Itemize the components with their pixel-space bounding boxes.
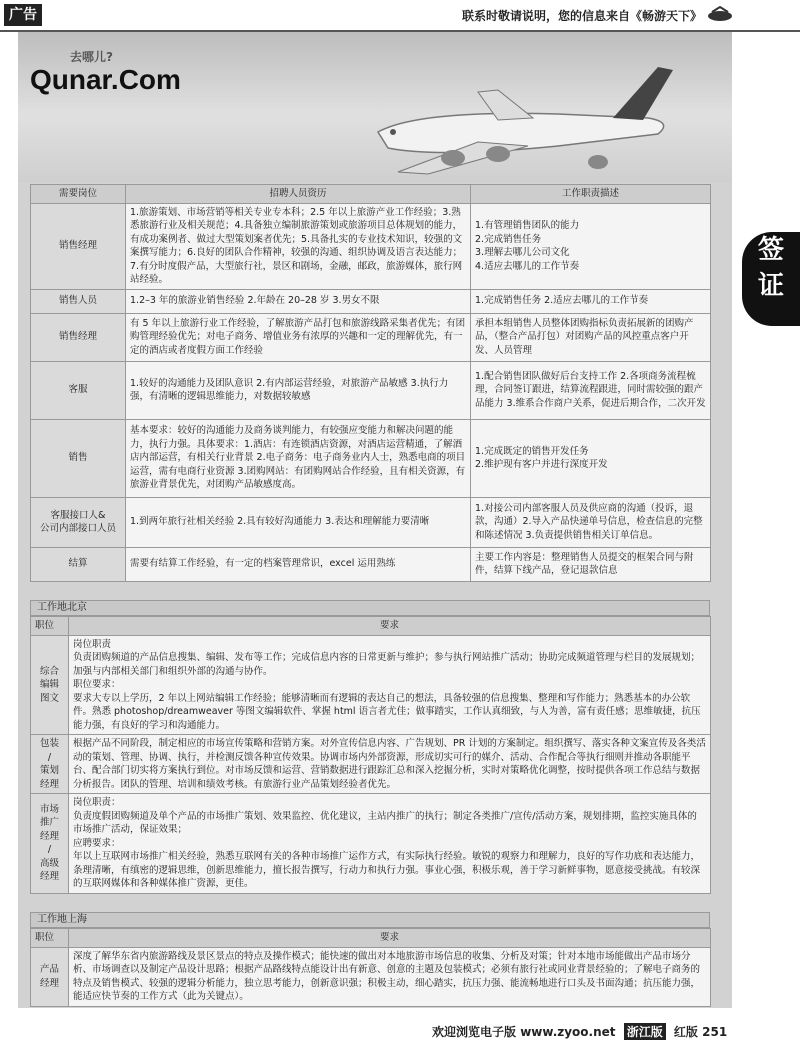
job-requirements: 1.较好的沟通能力及团队意识 2.有内部运营经验，对旅游产品敏感 3.执行力强，有清晰的逻辑思维能力，对数据较敏感 <box>126 361 471 419</box>
footer-welcome: 欢迎浏览电子版 <box>432 1025 517 1039</box>
table-row <box>31 203 711 289</box>
col-header: 需要岗位 <box>31 185 126 204</box>
col-header: 招聘人员资历 <box>126 185 471 204</box>
table-row <box>31 419 711 497</box>
job-requirements: 1.旅游策划、市场营销等相关专业专本科；2.5 年以上旅游产业工作经验；3.熟悉旅游行业及相关规范；4.具备独立编制旅游策划或旅游项目总体规划的能力，有成功案例者、做过大型策划案者优先；5.具备扎实的专业技术知识，较强的文案撰写能力；6.良好的团队合作精神，较强的沟通、组织协调及语言表达能力；7.有分时度假产品，大型旅行社，景区和剧场，金融，邮政，旅游媒体，旅行网站经验。 <box>126 203 471 289</box>
job-duties: 1.配合销售团队做好后台支持工作 2.各项商务流程梳理，合同签订跟进，结算流程跟进，同时需较强的跟产品能力 3.维系合作商户关系，促进后期合作，二次开发 <box>471 361 711 419</box>
col-header: 工作职责描述 <box>471 185 711 204</box>
job-title: 销售 <box>31 419 126 497</box>
table-row <box>31 497 711 547</box>
ad-banner <box>18 32 732 182</box>
job-requirements: 根据产品不同阶段，制定相应的市场宣传策略和营销方案。对外宣传信息内容、广告规划、PR 计划的方案制定。组织撰写、落实各种文案宣传及各类活动的策划、管理、协调、执行，并检测反馈各种宣传效果。协调市场内外部资源，形成切实可行的媒介、活动、合作配合等执行细则并推动各职能平台、配合部门切实将方案执行到位。对市场反馈和运营、营销数据进行跟踪汇总和深入挖掘分析，实时对策略优化调整，按时提供各项工作总结与数据分析报告。团队的管理、培训和绩效考核。有旅游行业产品策划经验者优先。 <box>69 735 711 794</box>
col-header: 职位 <box>31 617 69 636</box>
airplane-image <box>358 62 688 182</box>
sales-jobs-table <box>30 184 711 582</box>
job-title: 客服接口人& 公司内部接口人员 <box>31 497 126 547</box>
top-bar <box>0 0 800 32</box>
source-notice: 联系时敬请说明，您的信息来自《畅游天下》 <box>461 9 702 23</box>
job-title: 产品 经理 <box>31 947 69 1006</box>
job-title: 销售经理 <box>31 313 126 361</box>
job-duties: 1.完成既定的销售开发任务 2.维护现有客户并进行深度开发 <box>471 419 711 497</box>
col-header: 要求 <box>69 617 711 636</box>
color-edition: 红版 <box>673 1025 698 1039</box>
job-requirements: 1.到两年旅行社相关经验 2.具有较好沟通能力 3.表达和理解能力要清晰 <box>126 497 471 547</box>
ad-tag: 广告 <box>4 4 42 26</box>
beijing-jobs-table <box>30 616 711 894</box>
table-header-row <box>31 617 711 636</box>
edition-badge: 浙江版 <box>624 1023 666 1040</box>
job-title: 市场 推广 经理 / 高级 经理 <box>31 794 69 894</box>
job-requirements: 岗位职责 负责团购频道的产品信息搜集、编辑、发布等工作；完成信息内容的日常更新与维护；参与执行网站推广活动；协助完成频道管理与栏目的发展规划；加强与内部相关部门和组织外部的沟通与协作。 职位要求： 要求大专以上学历，2 年以上网站编辑工作经验；能够清晰而有逻辑的表达自己的想法，具备较强的信息搜集、整理和写作能力；熟悉基本的办公软件。熟悉 photoshop/dreamweaver 等图文编辑软件、掌握 html 语言者尤佳；做事踏实，工作认真细致，与人为善，富有责任感；思维敏捷，抗压能力强，有良好的学习和沟通能力。 <box>69 635 711 735</box>
table-row <box>31 289 711 313</box>
job-duties: 1.完成销售任务 2.适应去哪儿的工作节奏 <box>471 289 711 313</box>
job-duties: 1.有管理销售团队的能力 2.完成销售任务 3.理解去哪儿公司文化 4.适应去哪儿的工作节奏 <box>471 203 711 289</box>
beijing-section <box>30 600 710 894</box>
shanghai-section <box>30 912 710 1007</box>
visa-side-tab: 签 证 <box>742 232 800 326</box>
col-header: 职位 <box>31 929 69 948</box>
job-duties: 1.对接公司内部客服人员及供应商的沟通（投诉，退款，沟通）2.导入产品快递单号信息，检查信息的完整和陈述情况 3.负责提供销售相关订单信息。 <box>471 497 711 547</box>
job-requirements: 1.2–3 年的旅游业销售经验 2.年龄在 20–28 岁 3.男女不限 <box>126 289 471 313</box>
table-row <box>31 947 711 1006</box>
table-header-row <box>31 929 711 948</box>
job-requirements: 有 5 年以上旅游行业工作经验，了解旅游产品打包和旅游线路采集者优先；有团购管理经验优先；对电子商务、增值业务有浓厚的兴趣和一定的理解优先，有一定的酒店或者度假方面工作经验 <box>126 313 471 361</box>
footer-site-link[interactable]: www.zyoo.net <box>520 1025 616 1039</box>
job-title: 销售经理 <box>31 203 126 289</box>
job-requirements: 基本要求：较好的沟通能力及商务谈判能力，有较强应变能力和解决问题的能力，执行力强。具体要求：1.酒店：有连锁酒店资源，对酒店运营精通，了解酒店内部运营，有相关行业背景 2.电子商务：电子商务业内人士，熟悉电商的项目运营，需有电商行业资源 3.团购网站：有团购网站合作经验，且有相关资源，有旅游业背景优先，对团购产品敏感度高。 <box>126 419 471 497</box>
job-duties: 承担本组销售人员整体团购指标负责拓展新的团购产品，（整合产品打包）对团购产品的风控重点客户开发、人员管理 <box>471 313 711 361</box>
job-title: 包装 / 策划 经理 <box>31 735 69 794</box>
table-header-row <box>31 185 711 204</box>
table-row <box>31 735 711 794</box>
table-row <box>31 313 711 361</box>
job-title: 综合 编辑 图文 <box>31 635 69 735</box>
qunar-logo[interactable]: 去哪儿? Qunar.Com <box>30 50 181 95</box>
job-duties: 主要工作内容是：整理销售人员提交的框架合同与附件，结算下线产品，登记退款信息 <box>471 547 711 581</box>
job-title: 销售人员 <box>31 289 126 313</box>
job-requirements: 岗位职责： 负责度假团购频道及单个产品的市场推广策划、效果监控、优化建议，主站内推广的执行；制定各类推广/宣传/活动方案，规划排期，监控实施具体的市场推广活动，保证效果； 应聘要求： 年以上互联网市场推广相关经验，熟悉互联网有关的各种市场推广运作方式，有实际执行经验。敏锐的观察力和理解力，良好的写作功底和表达能力，条理清晰，有缜密的逻辑思维，创新思维能力，擅长报告撰写，行动力和执行力强。事业心强，积极乐观，善于学习新鲜事物，愿意接受挑战。有较深的互联网媒体和各种媒体推广资源，更佳。 <box>69 794 711 894</box>
table-row <box>31 547 711 581</box>
col-header: 要求 <box>69 929 711 948</box>
magazine-logo-icon <box>706 6 734 24</box>
table-row <box>31 794 711 894</box>
page-number: 251 <box>702 1025 728 1039</box>
job-title: 客服 <box>31 361 126 419</box>
table-row <box>31 635 711 735</box>
section-title: 工作地北京 <box>30 600 710 616</box>
job-requirements: 需要有结算工作经验，有一定的档案管理常识，excel 运用熟练 <box>126 547 471 581</box>
section-title: 工作地上海 <box>30 912 710 928</box>
job-requirements: 深度了解华东省内旅游路线及景区景点的特点及操作模式；能快速的做出对本地旅游市场信息的收集、分析及对策；针对本地市场能做出产品市场分析、市场调查以及制定产品设计思路；根据产品路线特点能设计出有新意、创意的主题及包装模式；必须有旅行社或同业背景经验的；了解电子商务的特点及销售模式、较强的逻辑分析能力，独立思考能力，创新意识强；积极主动，细心踏实，抗压力强、能流畅地进行口头及书面沟通；抗压能力强，能适应快节奏的工作方式（此为关键点）。 <box>69 947 711 1006</box>
shanghai-jobs-table <box>30 928 711 1007</box>
table-row <box>31 361 711 419</box>
job-title: 结算 <box>31 547 126 581</box>
page-footer <box>0 1020 800 1040</box>
